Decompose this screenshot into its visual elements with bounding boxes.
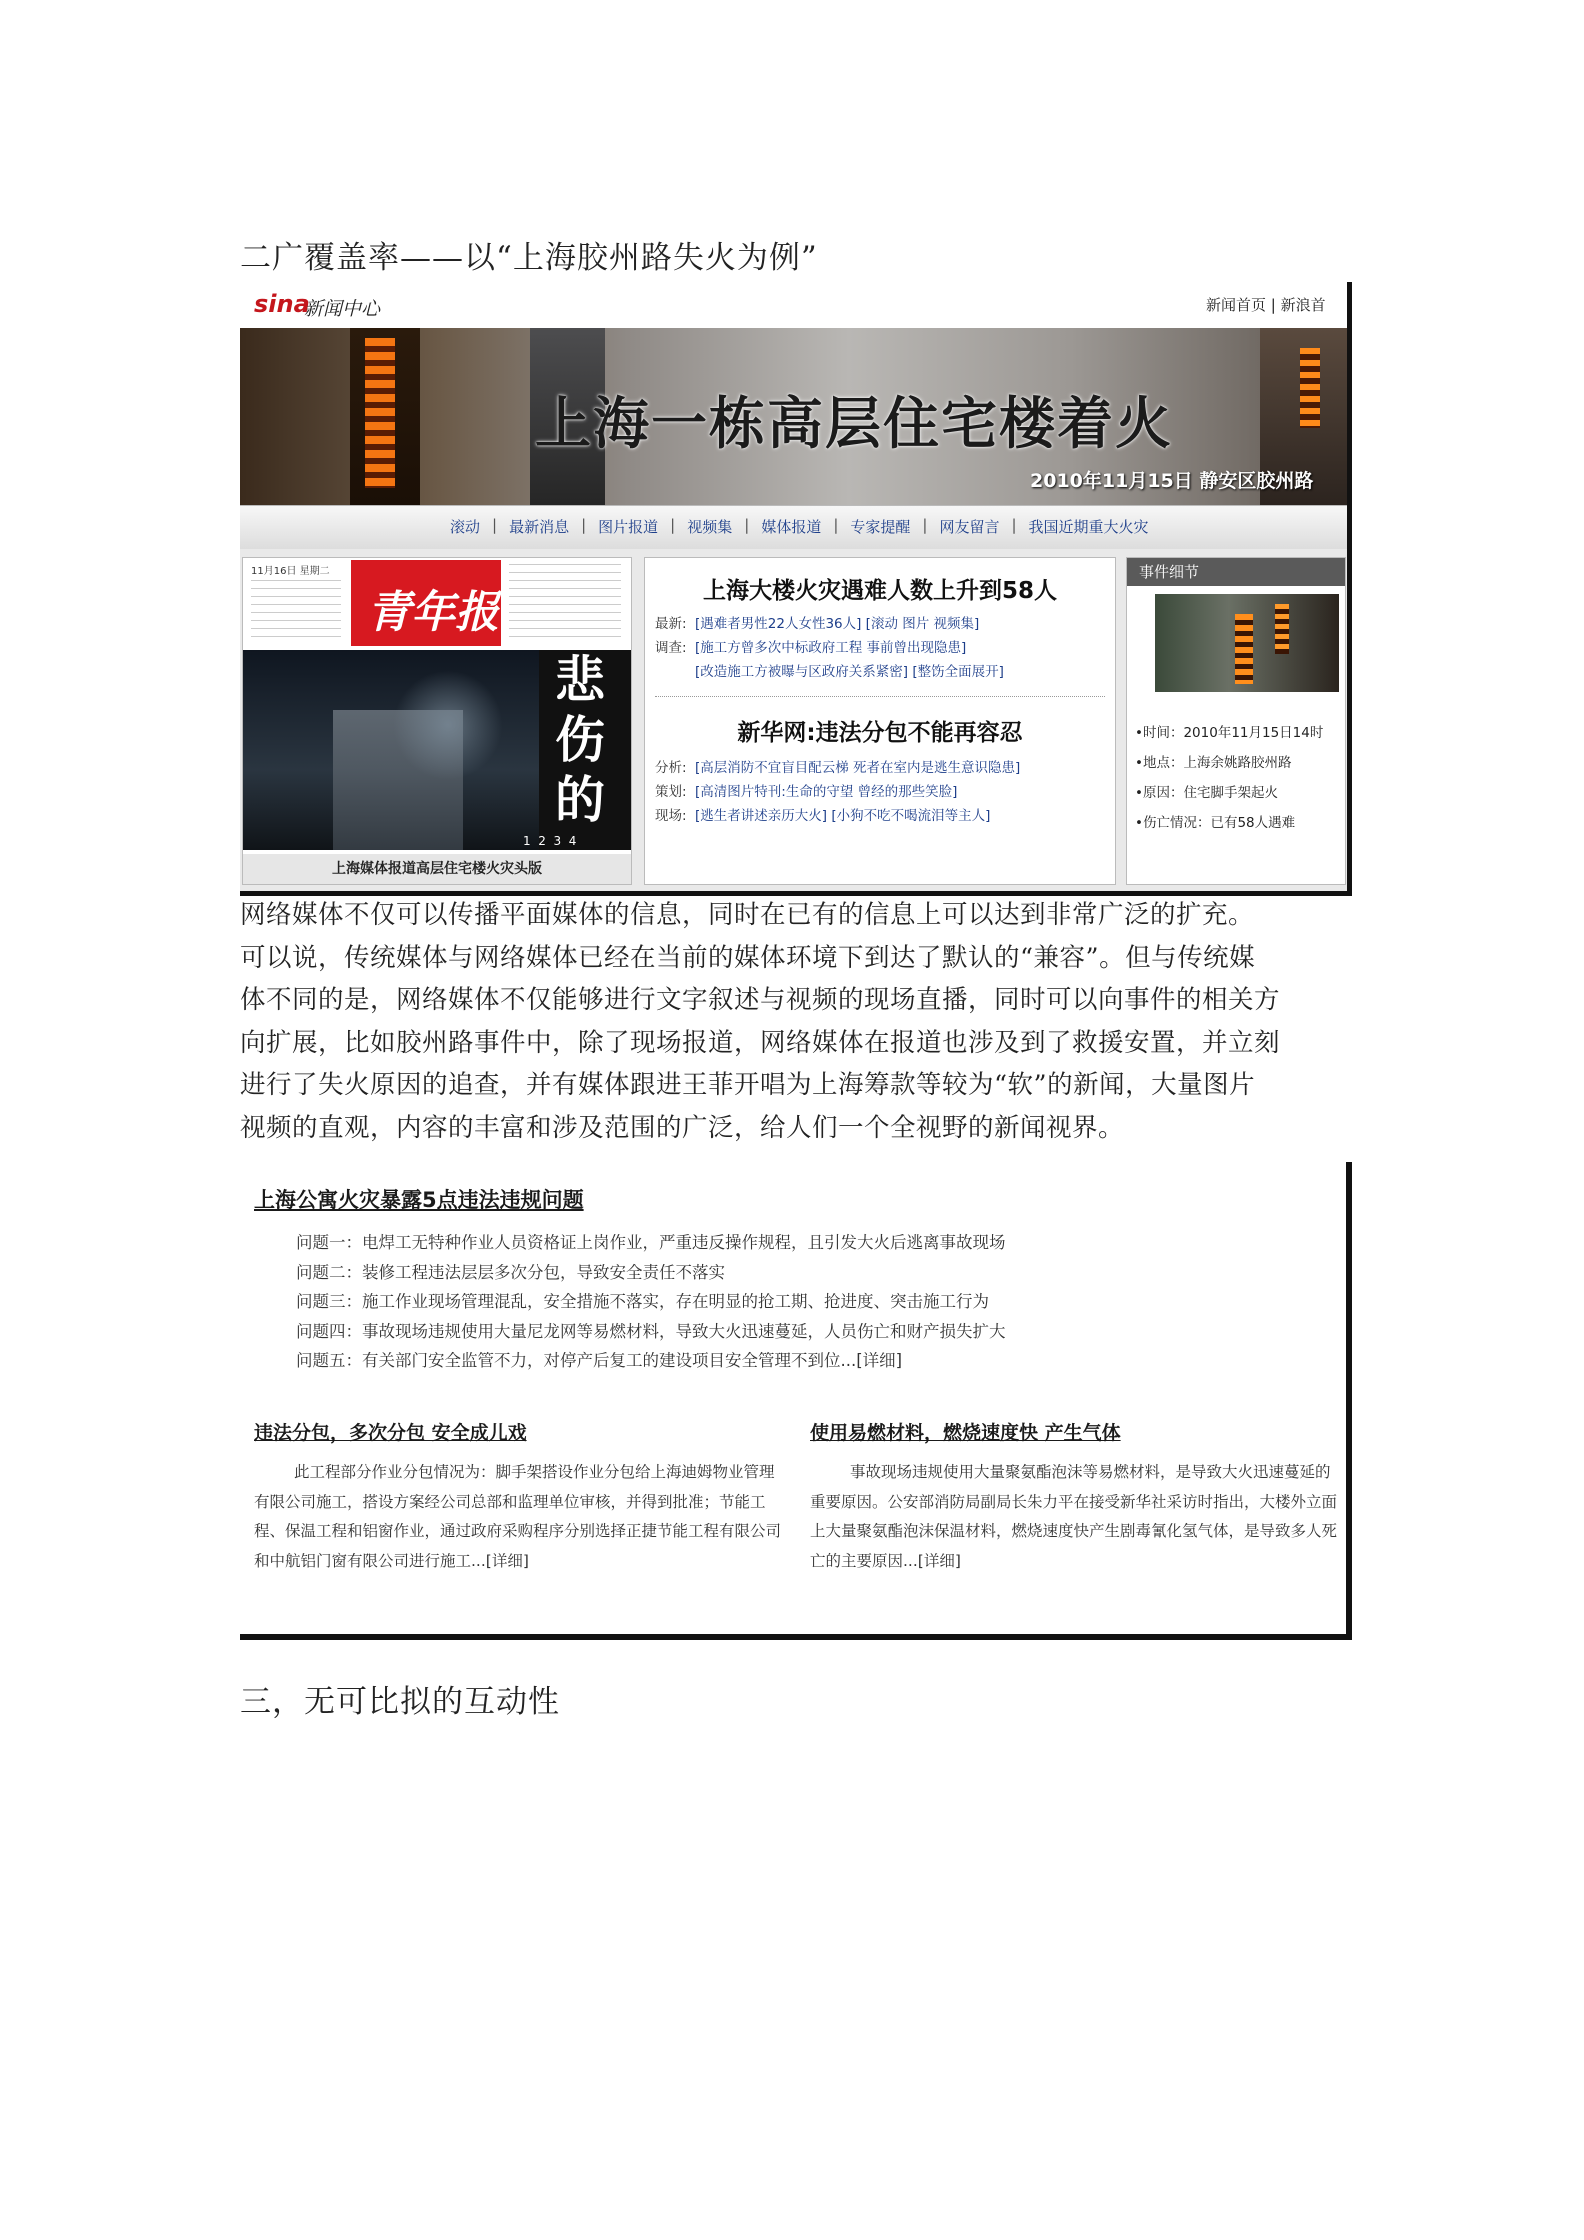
link-row — [655, 780, 1020, 804]
headline-1-links — [655, 612, 1004, 684]
right-column-text: 事故现场违规使用大量聚氨酯泡沫等易燃材料，是导致大火迅速蔓延的重要原因。公安部消防局副局长朱力平在接受新华社采访时指出，大楼外立面上大量聚氨酯泡沫保温材料，燃烧速度快产生剧毒氰化氢气体，是导致多人死亡的主要原因...[详细] — [810, 1463, 1338, 1570]
topic-nav-link[interactable]: 网友留言 — [939, 518, 1000, 536]
link-row-links[interactable]: [高清图片特刊:生命的守望 曾经的那些笑脸] — [695, 784, 958, 800]
link-row-links[interactable]: [遇难者男性22人女性36人] [滚动 图片 视频集] — [695, 616, 980, 632]
topic-nav-link[interactable]: 专家提醒 — [850, 518, 911, 536]
topic-nav-link[interactable]: 图片报道 — [598, 518, 659, 536]
newspaper-headline-char: 的 — [555, 771, 605, 829]
banner-title: 上海一栋高层住宅楼着火 — [535, 392, 1173, 457]
link-row-label: 调查: — [655, 640, 687, 656]
left-column-title[interactable]: 违法分包，多次分包 安全成儿戏 — [254, 1422, 527, 1444]
paragraph-line: 向扩展，比如胶州路事件中，除了现场报道，网络媒体在报道也涉及到了救援安置，并立刻 — [240, 1027, 1281, 1058]
sina-news-screenshot — [240, 282, 1352, 896]
event-detail-item: •地点：上海余姚路胶州路 — [1135, 755, 1292, 771]
banner-date: 2010年11月15日 静安区胶州路 — [1030, 470, 1314, 492]
link-row — [655, 756, 1020, 780]
paragraph-line: 可以说，传统媒体与网络媒体已经在当前的媒体环境下到达了默认的“兼容”。但与传统媒 — [240, 942, 1256, 973]
headline-2[interactable]: 新华网:违法分包不能再容忍 — [737, 720, 1023, 746]
newspaper-masthead-block — [351, 560, 501, 646]
issue-item: 问题一：电焊工无特种作业人员资格证上岗作业，严重违反操作规程，且引发大火后逃离事故现场 — [296, 1233, 1006, 1252]
event-detail-item: •时间：2010年11月15日14时 — [1135, 725, 1324, 741]
fire-flames-graphic — [365, 338, 395, 488]
topic-nav-link[interactable]: 滚动 — [450, 518, 481, 536]
fire-banner — [240, 328, 1347, 505]
nav-separator: | — [744, 516, 750, 534]
event-fire-photo — [1155, 594, 1339, 692]
topic-nav — [240, 505, 1347, 551]
event-details-header: 事件细节 — [1127, 558, 1345, 586]
link-row-label: 现场: — [655, 808, 687, 824]
issue-item: 问题四：事故现场违规使用大量尼龙网等易燃材料，导致大火迅速蔓延，人员伤亡和财产损失扩大 — [296, 1321, 1006, 1341]
event-details-list — [1135, 718, 1323, 838]
nav-separator: | — [833, 516, 839, 534]
newspaper-headline-char: 伤 — [555, 711, 605, 769]
section-heading-2: 二广覆盖率——以“上海胶州路失火为例” — [240, 240, 818, 276]
newspaper-headline — [555, 650, 615, 830]
headline-news-panel — [644, 557, 1116, 885]
link-row — [655, 612, 1004, 636]
link-row-label: 最新: — [655, 616, 687, 632]
event-detail-item: •伤亡情况：已有58人遇难 — [1135, 815, 1296, 831]
left-column-text: 此工程部分作业分包情况为：脚手架搭设作业分包给上海迪姆物业管理有限公司施工，搭设方案经公司总部和监理单位审核，并得到批准；节能工程、保温工程和铝窗作业，通过政府采购程序分别选择正捷节能工程有限公司和中航铝门窗有限公司进行施工...[详细] — [254, 1463, 782, 1570]
newspaper-date: 11月16日 星期二 — [251, 566, 330, 577]
issue-item: 问题三：施工作业现场管理混乱，安全措施不落实，存在明显的抢工期、抢进度、突击施工行为 — [296, 1292, 989, 1311]
nav-separator: | — [1011, 516, 1017, 534]
paragraph-line: 网络媒体不仅可以传播平面媒体的信息，同时在已有的信息上可以达到非常广泛的扩充。 — [240, 900, 1255, 930]
headline-2-links — [655, 756, 1020, 828]
content-area — [240, 549, 1347, 896]
event-detail-item: •原因：住宅脚手架起火 — [1135, 785, 1278, 801]
fire-flames-graphic — [1300, 348, 1320, 428]
link-row-label: 策划: — [655, 784, 687, 800]
link-row-links[interactable]: [施工方曾多次中标政府工程 事前曾出现隐患] — [695, 640, 967, 656]
nav-separator: | — [922, 516, 928, 534]
headline-1[interactable]: 上海大楼火灾遇难人数上升到58人 — [702, 578, 1057, 604]
topic-nav-link[interactable]: 视频集 — [687, 518, 733, 536]
link-row — [655, 636, 1004, 660]
sina-logo: sina — [254, 290, 310, 318]
link-row-label: 分析: — [655, 760, 687, 776]
topic-nav-link[interactable]: 媒体报道 — [761, 518, 822, 536]
issue-item[interactable]: 问题五：有关部门安全监管不力，对停产后复工的建设项目安全管理不到位...[详细] — [296, 1351, 903, 1370]
newspaper-headline-char: 悲 — [555, 651, 605, 709]
topic-nav-link[interactable]: 我国近期重大火灾 — [1028, 518, 1149, 536]
issues-title[interactable]: 上海公寓火灾暴露5点违法违规问题 — [254, 1188, 584, 1212]
newspaper-text-lines — [509, 564, 621, 640]
sina-logo-subtitle: 新闻中心 — [304, 298, 381, 320]
newspaper-frontpage-panel — [242, 557, 632, 885]
paragraph-line: 视频的直观，内容的丰富和涉及范围的广泛，给人们一个全视野的新闻视界。 — [240, 1112, 1125, 1143]
newspaper-text-lines — [251, 580, 341, 640]
nav-separator: | — [581, 516, 587, 534]
link-row-links[interactable]: [高层消防不宜盲目配云梯 死者在室内是逃生意识隐患] — [695, 760, 1021, 776]
link-row-links[interactable]: [改造施工方被曝与区政府关系紧密] [整饬全面展开] — [695, 664, 1004, 680]
topic-nav-links — [450, 516, 1149, 537]
nav-separator: | — [492, 516, 498, 534]
link-row — [655, 804, 1020, 828]
link-row — [655, 660, 1004, 684]
section-heading-3: 三，无可比拟的互动性 — [240, 1684, 560, 1720]
newspaper-masthead: 青年报 — [367, 587, 499, 638]
paragraph-line: 进行了失火原因的追查，并有媒体跟进王菲开唱为上海筹款等较为“软”的新闻，大量图片 — [240, 1070, 1256, 1100]
body-paragraph — [240, 894, 1352, 1149]
topic-nav-link[interactable]: 最新消息 — [509, 518, 570, 536]
link-row-links[interactable]: [逃生者讲述亲历大火] [小狗不吃不喝流泪等主人] — [695, 808, 991, 824]
divider — [655, 696, 1105, 697]
issues-list — [296, 1228, 1006, 1376]
event-details-panel — [1126, 557, 1346, 885]
newspaper-caption: 上海媒体报道高层住宅楼火灾头版 — [243, 854, 631, 884]
issue-item: 问题二：装修工程违法层层多次分包，导致安全责任不落实 — [296, 1262, 725, 1282]
top-links[interactable]: 新闻首页 | 新浪首 — [1206, 296, 1326, 314]
violation-issues-screenshot — [240, 1162, 1352, 1640]
sina-topbar — [240, 282, 1347, 329]
newspaper-pager[interactable]: 1 2 3 4 — [523, 834, 577, 848]
right-column-title[interactable]: 使用易燃材料，燃烧速度快 产生气体 — [810, 1422, 1121, 1444]
nav-separator: | — [670, 516, 676, 534]
paragraph-line: 体不同的是，网络媒体不仅能够进行文字叙述与视频的现场直播，同时可以向事件的相关方 — [240, 985, 1281, 1015]
